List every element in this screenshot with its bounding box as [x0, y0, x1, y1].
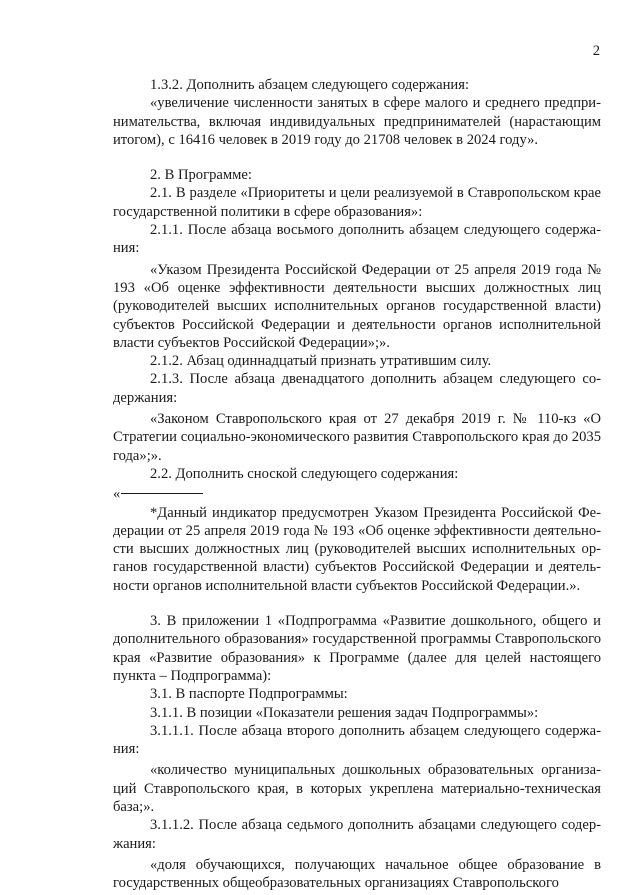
paragraph: «Законом Ставропольского края от 27 декабря 2019 г. № 110-кз «О Стратегии социально-экономического развития Ставропольского края до 2035 года»;». [113, 411, 601, 464]
paragraph: 2.1. В разделе «Приоритеты и цели реализуемой в Ставропольском крае государственной политики в сфере образования»: [113, 185, 601, 220]
paragraph: 2.2. Дополнить сноской следующего содержания: [150, 465, 459, 482]
paragraph: 3.1. В паспорте Подпрограммы: [150, 686, 348, 703]
paragraph: 3.1.1. В позиции «Показатели решения задач Подпрограммы»: [150, 704, 539, 721]
paragraph: «увеличение численности занятых в сфере малого и среднего предпринимательства, включая индивидуальных предпринимателей (нарастающим итогом), с 16416 человек в 2019 году до 21708 человек в 2024 году». [113, 95, 601, 148]
paragraph: 2.1.1. После абзаца восьмого дополнить абзацем следующего содержания: [113, 222, 601, 257]
footnote-text: *Данный индикатор предусмотрен Указом Президента Российской Федерации от 25 апреля 2019 года № 193 «Об оценке эффективности деятельности высших должностных лиц (руководителей высших исполнительных органов государственной власти) субъектов Российской Федерации и деятельности органов исполнительной власти субъектов Российской Федерации.». [113, 504, 601, 594]
paragraph: 1.3.2. Дополнить абзацем следующего содержания: [150, 77, 470, 93]
paragraph: «количество муниципальных дошкольных образовательных организаций Ставропольского края, в которых укреплена материально-техническая база;». [113, 762, 601, 815]
paragraph: 3.1.1.1. После абзаца второго дополнить абзацем следующего содержания: [113, 722, 601, 758]
paragraph: 2.1.3. После абзаца двенадцатого дополнить абзацем следующего содержания: [113, 371, 601, 406]
open-quote: « [113, 486, 121, 503]
paragraph: 3.1.1.2. После абзаца седьмого дополнить абзацами следующего содержания: [113, 817, 601, 852]
page-number: 2 [592, 43, 600, 59]
footnote-separator-line [113, 485, 601, 503]
footnote-rule [121, 493, 203, 494]
document-body [113, 76, 601, 892]
paragraph: 2. В Программе: [150, 167, 252, 184]
paragraph: 2.1.2. Абзац одиннадцатый признать утратившим силу. [150, 353, 492, 370]
paragraph: «Указом Президента Российской Федерации от 25 апреля 2019 года № 193 «Об оценке эффективности деятельности высших должностных лиц (руководителей высших исполнительных органов государственной власти) субъектов Российской Федерации и деятельности органов исполнительной власти субъектов Российской Федерации»;». [113, 261, 601, 351]
paragraph: 3. В приложении 1 «Подпрограмма «Развитие дошкольного, общего и дополнительного образования» государственной программы Ставропольского края «Развитие образования» к Программе (далее для целей настоящего пункта – Подпрограмма): [113, 613, 601, 684]
paragraph: «доля обучающихся, получающих начальное общее образование в государственных общеобразовательных организациях Ставропольского [113, 856, 601, 892]
